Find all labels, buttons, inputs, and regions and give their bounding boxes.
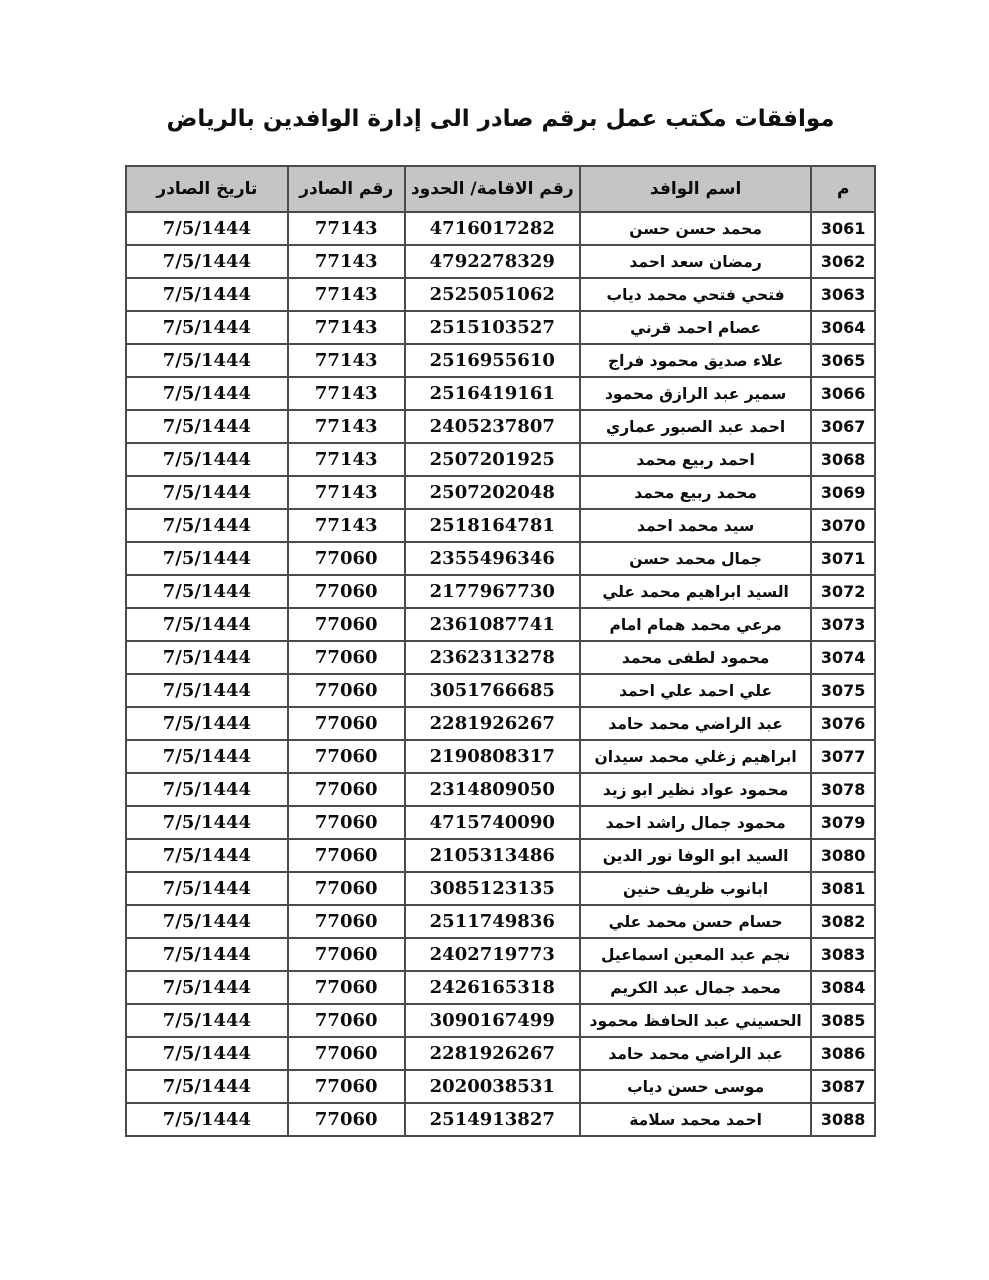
col-header-serial: م — [811, 166, 875, 212]
cell-outgoing-number: 77143 — [288, 476, 405, 509]
table-row — [126, 1004, 875, 1037]
table-row — [126, 938, 875, 971]
cell-expat-name: محمد حسن حسن — [580, 212, 811, 245]
table-row — [126, 971, 875, 1004]
cell-id-number: 2426165318 — [405, 971, 580, 1004]
cell-outgoing-number: 77060 — [288, 806, 405, 839]
cell-outgoing-date: 7/5/1444 — [126, 278, 288, 311]
cell-serial: 3082 — [811, 905, 875, 938]
cell-outgoing-number: 77060 — [288, 1070, 405, 1103]
cell-outgoing-date: 7/5/1444 — [126, 575, 288, 608]
cell-id-number: 2177967730 — [405, 575, 580, 608]
cell-outgoing-date: 7/5/1444 — [126, 872, 288, 905]
cell-outgoing-number: 77143 — [288, 212, 405, 245]
cell-outgoing-number: 77143 — [288, 509, 405, 542]
cell-outgoing-number: 77060 — [288, 641, 405, 674]
cell-expat-name: سمير عبد الرازق محمود — [580, 377, 811, 410]
cell-outgoing-date: 7/5/1444 — [126, 212, 288, 245]
approvals-table — [125, 165, 876, 1137]
cell-outgoing-date: 7/5/1444 — [126, 707, 288, 740]
cell-outgoing-date: 7/5/1444 — [126, 806, 288, 839]
cell-outgoing-number: 77060 — [288, 707, 405, 740]
cell-id-number: 4715740090 — [405, 806, 580, 839]
table-header-row — [126, 166, 875, 212]
table-row — [126, 476, 875, 509]
cell-expat-name: نجم عبد المعين اسماعيل — [580, 938, 811, 971]
cell-serial: 3073 — [811, 608, 875, 641]
cell-outgoing-number: 77060 — [288, 674, 405, 707]
cell-serial: 3074 — [811, 641, 875, 674]
cell-id-number: 2511749836 — [405, 905, 580, 938]
col-header-id-number: رقم الاقامة/ الحدود — [405, 166, 580, 212]
cell-id-number: 2507202048 — [405, 476, 580, 509]
cell-serial: 3080 — [811, 839, 875, 872]
cell-serial: 3076 — [811, 707, 875, 740]
cell-expat-name: السيد ابراهيم محمد علي — [580, 575, 811, 608]
approvals-table-container — [125, 165, 876, 1137]
cell-id-number: 3085123135 — [405, 872, 580, 905]
cell-outgoing-date: 7/5/1444 — [126, 344, 288, 377]
cell-expat-name: محمود لطفى محمد — [580, 641, 811, 674]
cell-expat-name: عبد الراضي محمد حامد — [580, 707, 811, 740]
cell-id-number: 2281926267 — [405, 1037, 580, 1070]
table-row — [126, 443, 875, 476]
cell-id-number: 2281926267 — [405, 707, 580, 740]
cell-expat-name: احمد عبد الصبور عماري — [580, 410, 811, 443]
cell-serial: 3086 — [811, 1037, 875, 1070]
cell-expat-name: ابراهيم زغلي محمد سيدان — [580, 740, 811, 773]
table-row — [126, 1037, 875, 1070]
table-row — [126, 608, 875, 641]
cell-outgoing-date: 7/5/1444 — [126, 674, 288, 707]
table-row — [126, 1103, 875, 1136]
cell-serial: 3064 — [811, 311, 875, 344]
table-row — [126, 872, 875, 905]
table-row — [126, 212, 875, 245]
cell-serial: 3078 — [811, 773, 875, 806]
table-row — [126, 377, 875, 410]
cell-expat-name: حسام حسن محمد علي — [580, 905, 811, 938]
table-row — [126, 1070, 875, 1103]
cell-expat-name: موسى حسن دياب — [580, 1070, 811, 1103]
cell-outgoing-date: 7/5/1444 — [126, 773, 288, 806]
cell-expat-name: عصام احمد قرني — [580, 311, 811, 344]
cell-serial: 3061 — [811, 212, 875, 245]
cell-id-number: 4716017282 — [405, 212, 580, 245]
cell-expat-name: علي احمد علي احمد — [580, 674, 811, 707]
cell-id-number: 2516419161 — [405, 377, 580, 410]
col-header-outgoing-date: تاريخ الصادر — [126, 166, 288, 212]
cell-serial: 3070 — [811, 509, 875, 542]
cell-serial: 3069 — [811, 476, 875, 509]
cell-id-number: 2514913827 — [405, 1103, 580, 1136]
cell-outgoing-number: 77060 — [288, 608, 405, 641]
cell-expat-name: عبد الراضي محمد حامد — [580, 1037, 811, 1070]
cell-serial: 3083 — [811, 938, 875, 971]
cell-serial: 3065 — [811, 344, 875, 377]
cell-serial: 3063 — [811, 278, 875, 311]
cell-id-number: 2507201925 — [405, 443, 580, 476]
cell-outgoing-date: 7/5/1444 — [126, 1037, 288, 1070]
cell-id-number: 2518164781 — [405, 509, 580, 542]
cell-outgoing-number: 77060 — [288, 773, 405, 806]
table-row — [126, 311, 875, 344]
cell-serial: 3081 — [811, 872, 875, 905]
cell-outgoing-date: 7/5/1444 — [126, 509, 288, 542]
cell-expat-name: ابانوب ظريف حنين — [580, 872, 811, 905]
cell-outgoing-number: 77143 — [288, 443, 405, 476]
cell-outgoing-number: 77060 — [288, 1004, 405, 1037]
table-row — [126, 509, 875, 542]
cell-outgoing-date: 7/5/1444 — [126, 1004, 288, 1037]
cell-id-number: 2362313278 — [405, 641, 580, 674]
cell-id-number: 2105313486 — [405, 839, 580, 872]
cell-expat-name: احمد محمد سلامة — [580, 1103, 811, 1136]
cell-outgoing-number: 77060 — [288, 1103, 405, 1136]
cell-serial: 3068 — [811, 443, 875, 476]
cell-id-number: 2525051062 — [405, 278, 580, 311]
cell-outgoing-number: 77060 — [288, 575, 405, 608]
cell-outgoing-date: 7/5/1444 — [126, 905, 288, 938]
cell-outgoing-number: 77060 — [288, 839, 405, 872]
cell-outgoing-number: 77143 — [288, 344, 405, 377]
cell-outgoing-date: 7/5/1444 — [126, 542, 288, 575]
cell-serial: 3085 — [811, 1004, 875, 1037]
cell-id-number: 2355496346 — [405, 542, 580, 575]
table-row — [126, 410, 875, 443]
cell-expat-name: علاء صديق محمود فراج — [580, 344, 811, 377]
cell-expat-name: فتحي فتحي محمد دياب — [580, 278, 811, 311]
table-body — [126, 212, 875, 1136]
document-title: موافقات مكتب عمل برقم صادر الى إدارة الوافدين بالرياض — [166, 106, 835, 132]
cell-id-number: 2405237807 — [405, 410, 580, 443]
table-row — [126, 806, 875, 839]
cell-outgoing-date: 7/5/1444 — [126, 839, 288, 872]
cell-outgoing-number: 77060 — [288, 1037, 405, 1070]
table-row — [126, 905, 875, 938]
table-row — [126, 575, 875, 608]
table-row — [126, 674, 875, 707]
cell-expat-name: السيد ابو الوفا نور الدين — [580, 839, 811, 872]
cell-outgoing-number: 77060 — [288, 740, 405, 773]
cell-serial: 3066 — [811, 377, 875, 410]
cell-outgoing-date: 7/5/1444 — [126, 740, 288, 773]
cell-outgoing-date: 7/5/1444 — [126, 1070, 288, 1103]
cell-id-number: 3051766685 — [405, 674, 580, 707]
cell-serial: 3088 — [811, 1103, 875, 1136]
cell-serial: 3067 — [811, 410, 875, 443]
table-row — [126, 773, 875, 806]
table-row — [126, 278, 875, 311]
cell-id-number: 2515103527 — [405, 311, 580, 344]
cell-outgoing-number: 77143 — [288, 245, 405, 278]
cell-expat-name: رمضان سعد احمد — [580, 245, 811, 278]
table-row — [126, 641, 875, 674]
cell-outgoing-date: 7/5/1444 — [126, 971, 288, 1004]
cell-outgoing-date: 7/5/1444 — [126, 410, 288, 443]
cell-id-number: 2314809050 — [405, 773, 580, 806]
table-row — [126, 542, 875, 575]
cell-id-number: 2361087741 — [405, 608, 580, 641]
cell-outgoing-number: 77060 — [288, 938, 405, 971]
cell-expat-name: مرعي محمد همام امام — [580, 608, 811, 641]
cell-id-number: 2516955610 — [405, 344, 580, 377]
cell-outgoing-date: 7/5/1444 — [126, 641, 288, 674]
cell-outgoing-date: 7/5/1444 — [126, 245, 288, 278]
cell-outgoing-date: 7/5/1444 — [126, 377, 288, 410]
cell-serial: 3087 — [811, 1070, 875, 1103]
cell-serial: 3084 — [811, 971, 875, 1004]
table-row — [126, 839, 875, 872]
cell-id-number: 2190808317 — [405, 740, 580, 773]
cell-id-number: 2020038531 — [405, 1070, 580, 1103]
cell-outgoing-date: 7/5/1444 — [126, 1103, 288, 1136]
col-header-name: اسم الوافد — [580, 166, 811, 212]
cell-id-number: 4792278329 — [405, 245, 580, 278]
cell-outgoing-date: 7/5/1444 — [126, 443, 288, 476]
cell-serial: 3077 — [811, 740, 875, 773]
cell-outgoing-number: 77143 — [288, 311, 405, 344]
cell-expat-name: جمال محمد حسن — [580, 542, 811, 575]
cell-id-number: 3090167499 — [405, 1004, 580, 1037]
cell-id-number: 2402719773 — [405, 938, 580, 971]
cell-outgoing-date: 7/5/1444 — [126, 608, 288, 641]
cell-expat-name: سيد محمد احمد — [580, 509, 811, 542]
cell-serial: 3079 — [811, 806, 875, 839]
cell-expat-name: محمود جمال راشد احمد — [580, 806, 811, 839]
cell-serial: 3062 — [811, 245, 875, 278]
col-header-outgoing-number: رقم الصادر — [288, 166, 405, 212]
table-row — [126, 740, 875, 773]
cell-outgoing-number: 77060 — [288, 542, 405, 575]
cell-outgoing-number: 77143 — [288, 377, 405, 410]
table-row — [126, 245, 875, 278]
cell-expat-name: محمد جمال عبد الكريم — [580, 971, 811, 1004]
cell-outgoing-date: 7/5/1444 — [126, 311, 288, 344]
cell-outgoing-number: 77143 — [288, 278, 405, 311]
table-row — [126, 344, 875, 377]
cell-outgoing-date: 7/5/1444 — [126, 938, 288, 971]
table-row — [126, 707, 875, 740]
cell-expat-name: الحسيني عبد الحافظ محمود — [580, 1004, 811, 1037]
cell-outgoing-date: 7/5/1444 — [126, 476, 288, 509]
cell-outgoing-number: 77060 — [288, 905, 405, 938]
cell-outgoing-number: 77060 — [288, 872, 405, 905]
cell-outgoing-number: 77143 — [288, 410, 405, 443]
cell-serial: 3075 — [811, 674, 875, 707]
cell-outgoing-number: 77060 — [288, 971, 405, 1004]
cell-serial: 3072 — [811, 575, 875, 608]
cell-expat-name: احمد ربيع محمد — [580, 443, 811, 476]
cell-expat-name: محمد ربيع محمد — [580, 476, 811, 509]
cell-expat-name: محمود عواد نظير ابو زيد — [580, 773, 811, 806]
cell-serial: 3071 — [811, 542, 875, 575]
